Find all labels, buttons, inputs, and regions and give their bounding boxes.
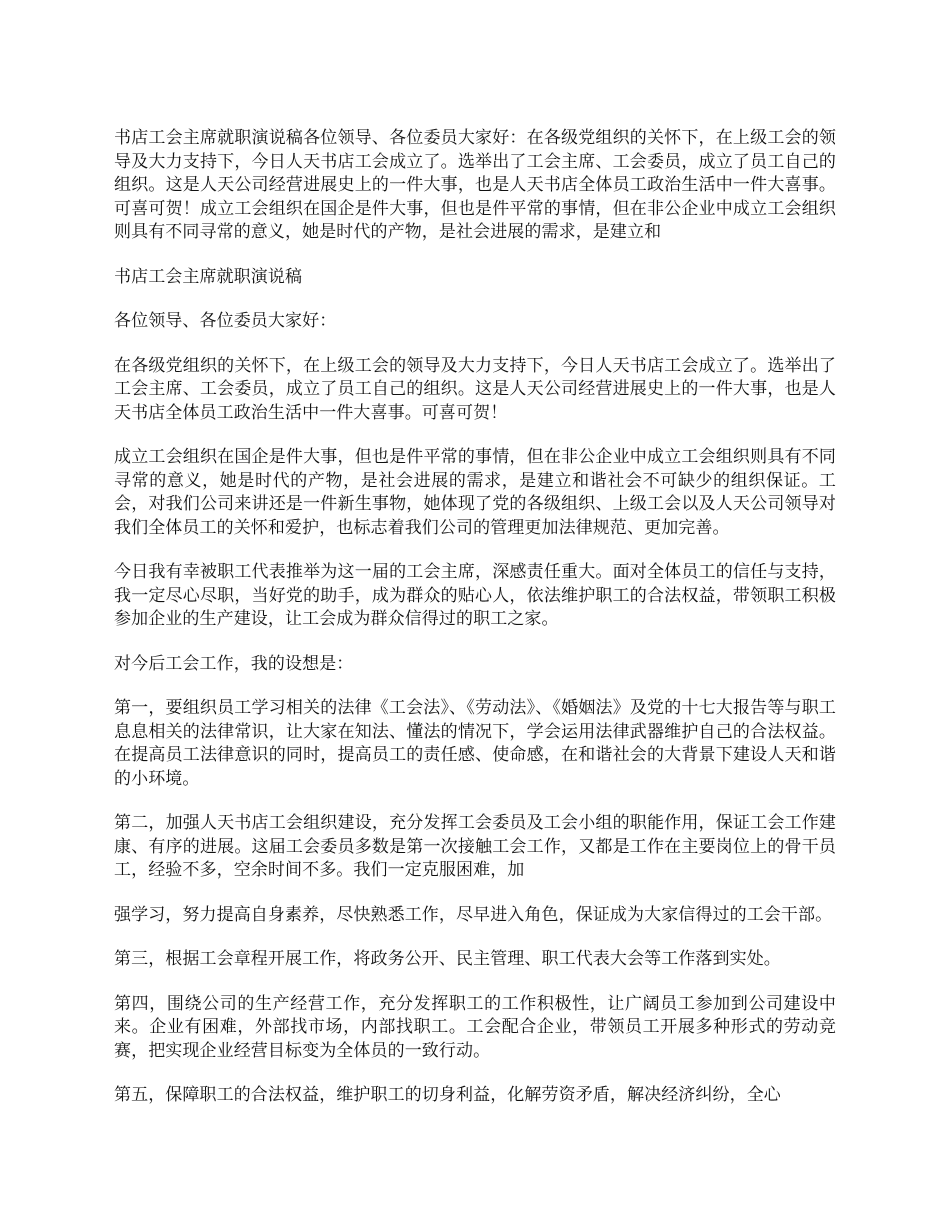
plan-intro: 对今后工会工作，我的设想是： bbox=[114, 653, 354, 674]
document-title: 书店工会主席就职演说稿 bbox=[114, 266, 303, 287]
summary-paragraph: 书店工会主席就职演说稿各位领导、各位委员大家好：在各级党组织的关怀下，在上级工会的领导及大力支持下，今日人天书店工会成立了。选举出了工会主席、工会委员，成立了员工自己的组织。这是人天公司经营进展史上的一件大事，也是人天书店全体员工政治生活中一件大喜事。可喜可贺！成立工会组织在国企是件大事，但也是件平常的事情，但在非公企业中成立工会组织则具有不同寻常的意义，她是时代的产物，是社会进展的需求，是建立和 bbox=[114, 128, 836, 242]
body-paragraph: 在各级党组织的关怀下，在上级工会的领导及大力支持下，今日人天书店工会成立了。选举出了工会主席、工会委员，成立了员工自己的组织。这是人天公司经营进展史上的一件大事，也是人天书店全体员工政治生活中一件大喜事。可喜可贺！ bbox=[114, 355, 836, 423]
body-paragraph: 今日我有幸被职工代表推举为这一届的工会主席，深感责任重大。面对全体员工的信任与支持，我一定尽心尽职，当好党的助手，成为群众的贴心人，依法维护职工的合法权益，带领职工积极参加企业的生产建设，让工会成为群众信得过的职工之家。 bbox=[114, 562, 836, 629]
plan-item-2: 第二，加强人天书店工会组织建设，充分发挥工会委员及工会小组的职能作用，保证工会工作建康、有序的进展。这届工会委员多数是第一次接触工会工作，又都是工作在主要岗位上的骨干员工，经验不多，空余时间不多。我们一定克服困难，加 bbox=[114, 813, 836, 880]
plan-item-3: 第三，根据工会章程开展工作，将政务公开、民主管理、职工代表大会等工作落到实处。 bbox=[114, 949, 781, 969]
body-paragraph: 成立工会组织在国企是件大事，但也是件平常的事情，但在非公企业中成立工会组织则具有不同寻常的意义，她是时代的产物，是社会进展的需求，是建立和谐社会不可缺少的组织保证。工会，对我们公司来讲还是一件新生事物，她体现了党的各级组织、上级工会以及人天公司领导对我们全体员工的关怀和爱护，也标志着我们公司的管理更加法律规范、更加完善。 bbox=[114, 447, 836, 538]
plan-item-1: 第一，要组织员工学习相关的法律《工会法》、《劳动法》、《婚姻法》及党的十七大报告等与职工息息相关的法律常识，让大家在知法、懂法的情况下，学会运用法律武器维护自己的合法权益。在提高员工法律意识的同时，提高员工的责任感、使命感，在和谐社会的大背景下建设人天和谐的小环境。 bbox=[114, 698, 836, 789]
plan-item-4: 第四，围绕公司的生产经营工作，充分发挥职工的工作积极性，让广阔员工参加到公司建设中来。企业有困难，外部找市场，内部找职工。工会配合企业，带领员工开展多种形式的劳动竞赛，把实现企业经营目标变为全体员的一致行动。 bbox=[114, 993, 836, 1061]
salutation: 各位领导、各位委员大家好： bbox=[114, 311, 337, 331]
plan-item-2-continued: 强学习，努力提高自身素养，尽快熟悉工作，尽早进入角色，保证成为大家信得过的工会干部。 bbox=[114, 904, 833, 925]
plan-item-5: 第五，保障职工的合法权益，维护职工的切身利益，化解劳资矛盾，解决经济纠纷，全心 bbox=[114, 1085, 781, 1105]
document-page bbox=[114, 127, 836, 1129]
